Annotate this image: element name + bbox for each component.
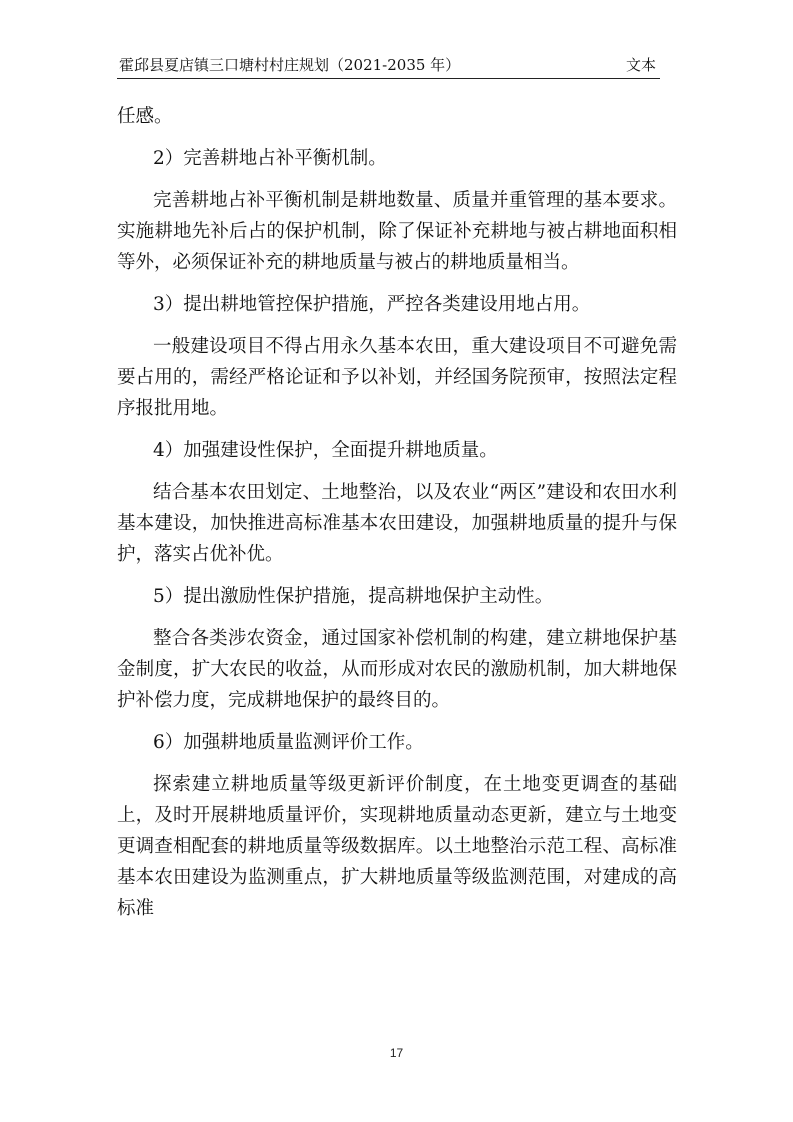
paragraph-continuation: 任感。 — [117, 106, 173, 127]
section-heading-4: 4）加强建设性保护，全面提升耕地质量。 — [153, 440, 498, 461]
section-heading-5: 5）提出激励性保护措施，提高耕地保护主动性。 — [153, 586, 554, 607]
paragraph-quality-monitoring: 探索建立耕地质量等级更新评价制度，在土地变更调查的基础上，及时开展耕地质量评价，实现耕地质量动态更新，建立与土地变更调查相配套的耕地质量等级数据库。以土地整治示范工程、高标准基本农田建设为监测重点，扩大耕地质量等级监测范围，对建成的高标准 — [117, 774, 677, 919]
section-heading-2: 2）完善耕地占补平衡机制。 — [153, 148, 387, 169]
paragraph-constructive-protection: 结合基本农田划定、土地整治，以及农业“两区”建设和农田水利基本建设，加快推进高标准基本农田建设，加强耕地质量的提升与保护，落实占优补优。 — [117, 482, 677, 565]
paragraph-control-measures: 一般建设项目不得占用永久基本农田，重大建设项目不可避免需要占用的，需经严格论证和予以补划，并经国务院预审，按照法定程序报批用地。 — [117, 336, 677, 419]
page-number: 17 — [389, 1046, 404, 1060]
header-document-title: 霍邱县夏店镇三口塘村村庄规划（2021-2035 年） — [119, 56, 461, 74]
paragraph-incentive-protection: 整合各类涉农资金，通过国家补偿机制的构建，建立耕地保护基金制度，扩大农民的收益，从而形成对农民的激励机制，加大耕地保护补偿力度，完成耕地保护的最终目的。 — [117, 628, 677, 711]
body-text — [117, 101, 677, 935]
paragraph-balance-mechanism: 完善耕地占补平衡机制是耕地数量、质量并重管理的基本要求。实施耕地先补后占的保护机制，除了保证补充耕地与被占耕地面积相等外，必须保证补充的耕地质量与被占的耕地质量相当。 — [117, 190, 677, 273]
page-header — [117, 52, 660, 79]
section-heading-6: 6）加强耕地质量监测评价工作。 — [153, 732, 424, 753]
header-document-type: 文本 — [625, 56, 656, 74]
section-heading-3: 3）提出耕地管控保护措施，严控各类建设用地占用。 — [153, 294, 591, 315]
